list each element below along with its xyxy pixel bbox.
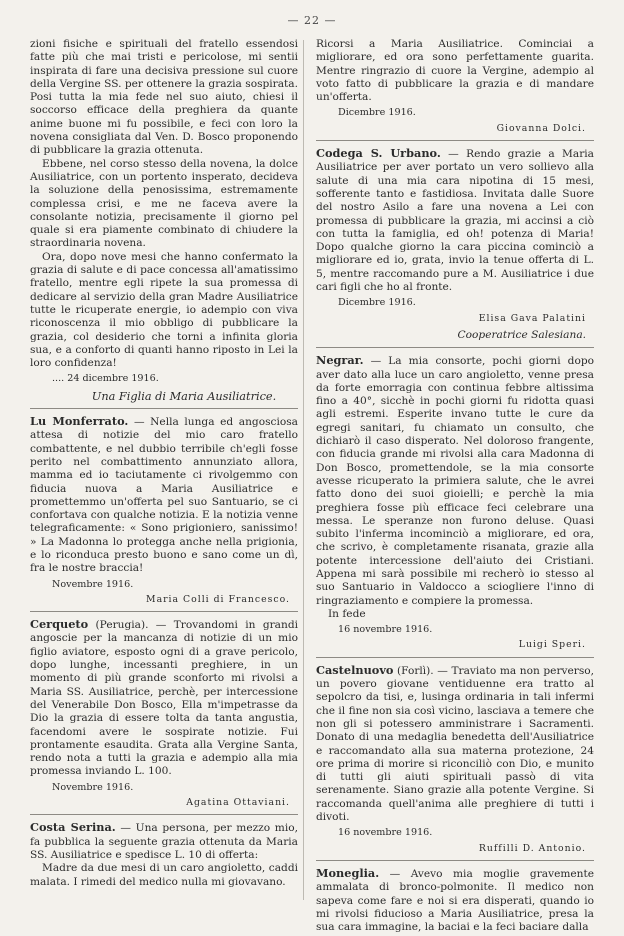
letter-cerqueto <box>30 618 298 809</box>
letter-castelnuovo <box>316 664 594 855</box>
letter-signature-title: Cooperatrice Salesiana. <box>457 328 586 341</box>
letter-signature: Agatina Ottaviani. <box>186 797 290 809</box>
letter-moneglia <box>316 867 594 934</box>
letter-negrar <box>316 354 594 652</box>
letter-continued-right <box>316 38 594 135</box>
letter-signature: Maria Colli di Francesco. <box>146 593 290 605</box>
right-column <box>316 38 594 936</box>
letter-date: Novembre 1916. <box>52 781 134 793</box>
letter-signature: Una Figlia di Maria Ausiliatrice. <box>91 389 277 403</box>
letter-place: Codega S. Urbano. <box>316 146 441 161</box>
letter-signature: Giovanna Dolci. <box>496 122 586 134</box>
divider <box>30 611 298 612</box>
letter-date: Dicembre 1916. <box>338 297 416 309</box>
divider <box>316 140 594 141</box>
divider <box>30 814 298 815</box>
letter-date: .... 24 dicembre 1916. <box>52 373 159 385</box>
paragraph: Madre da due mesi di un caro angioletto, caddi malata. I rimedi del medico nulla mi giovavano. <box>30 862 298 888</box>
letter-place: Moneglia. <box>316 865 380 880</box>
letter-place: Lu Monferrato. <box>30 414 129 429</box>
paragraph: — Una persona, per mezzo mio, fa pubblica la seguente grazia ottenuta da Maria SS. Ausiliatrice e spedisce L. 10 di offerta: <box>30 822 298 861</box>
paragraph: In fede <box>328 607 366 620</box>
paragraph: zioni fisiche e spirituali del fratello essendosi fatte più che mai tristi e pericolose, mi sentii inspirata di fare una decisiva pressione sul cuore della Vergine SS. per ottenere la grazia sospirata. Posi tutta la mia fede nel suo aiuto, chiesi il soccorso efficace della preghiera da quante anime buone mi fu possibile, e feci con loro la novena consigliata dal Ven. D. Bosco proponendo di pubblicare la grazia ottenuta. <box>30 38 298 157</box>
letter-signature: Elisa Gava Palatini <box>478 312 586 324</box>
divider <box>316 657 594 658</box>
letter-place: Castelnuovo <box>316 662 394 677</box>
paragraph: (Forlì). — Traviato ma non perverso, un povero giovane ventiduenne era tratto al sepolcro da tisi, e, lusinga ordinaria in tali infermi che il fine non sia così vicino, lasciava a temere che non gli si potessero amministrare i Sacramenti. Donato di una medaglia benedetta dell'Ausiliatrice e raccomandato alla sua materna protezione, 24 ore prima di morire si riconciliò con Dio, e munito di tutti gli aiuti spirituali passò di vita serenamente. Siano grazie alla potente Vergine. Si raccomanda quell'anima alle preghiere di tutti i divoti. <box>316 664 595 824</box>
letter-continued <box>30 38 298 403</box>
paragraph: — Rendo grazie a Maria Ausiliatrice per aver portato un vero sollievo alla salute di una mia cara nipotina di 15 mesi, sofferente tanto e fastidiosa. Invitata dalle Suore del nostro Asilo a fare una novena a Lei con promessa di pubblicare la grazia, mi accinsi a ciò con tutta la famiglia, ed oh! potenza di Maria! Dopo qualche giorno la cara piccina cominciò a migliorare ed io, grata, invio la tenue offerta di L. 5, mentre raccomando pure a M. Ausiliatrice i due cari figli che ho al fronte. <box>316 148 594 294</box>
paragraph: Ebbene, nel corso stesso della novena, la dolce Ausiliatrice, con un portento insperato, decideva la soluzione della penosissima, estremamente complessa crisi, e me ne faceva avere la consolante notizia, precisamente il giorno pel quale si era piamente combinato di chiudere la straordinaria novena. <box>30 157 298 250</box>
letter-place: Costa Serina. <box>30 820 116 835</box>
divider <box>30 408 298 409</box>
letter-place: Cerqueto <box>30 617 89 632</box>
paragraph: Ora, dopo nove mesi che hanno confermato la grazia di salute e di pace concessa all'amatissimo fratello, mentre egli ripete la sua promessa di dedicare al servizio della gran Madre Ausiliatrice tutte le ricuperate energie, io adempio con viva riconoscenza il mio obbligo di pubblicare la grazia, col desiderio che torni a infinita gloria sua, e a conforto di quanti hanno riposto in Lei la loro confidenza! <box>30 250 298 370</box>
letter-costa-serina <box>30 821 298 888</box>
divider <box>316 860 594 861</box>
divider <box>316 347 594 348</box>
letter-place: Negrar. <box>316 353 364 368</box>
paragraph: — La mia consorte, pochi giorni dopo aver dato alla luce un caro angioletto, venne presa da forte emorragia con continua febbre altissima fino a 40°, sicchè in pochi giorni fu ridotta quasi agli estremi. Esperite invano tutte le cure da egregi sanitari, fu chiamato un consulto, che dichiarò il caso disperato. Nel doloroso frangente, con fiducia grande mi rivolsi alla cara Madonna di Don Bosco, promettendole, se la mia consorte avesse ricuperato la primiera salute, che le avrei fatto dono dei suoi gioielli; e perchè la mia preghiera fosse più efficace feci celebrare una messa. Le speranze non furono deluse. Quasi subito l'inferma incominciò a migliorare, ed ora, che scrivo, è completamente risanata, grazie alla potente intercessione dell'aiuto dei Cristiani. Appena mi sarà possibile mi recherò io stesso al suo Santuario in Valdocco a sciogliere l'inno di ringraziamento e compiere la promessa. <box>316 355 594 607</box>
letter-signature: Luigi Speri. <box>518 639 586 651</box>
paragraph: Ricorsi a Maria Ausiliatrice. Cominciai a migliorare, ed ora sono perfettamente guarita. Mentre ringrazio di cuore la Vergine, adempio al voto fatto di pubblicare la grazia e di mandare un'offerta. <box>316 38 594 104</box>
letter-signature: Ruffilli D. Antonio. <box>478 842 586 854</box>
letter-lu-monferrato <box>30 415 298 606</box>
paragraph: (Perugia). — Trovandomi in grandi angoscie per la mancanza di notizie di un mio figlio aviatore, esposto ogni di a grave pericolo, dopo lunghe, incessanti preghiere, in un momento di più grande sconforto mi rivolsi a Maria SS. Ausiliatrice, perchè, per intercessione del Venerabile Don Bosco, Ella m'impetrasse da Dio la grazia di essere tolta da tanta angustia, facendomi avere le sospirate notizie. Fui prontamente esaudita. Grata alla Vergine Santa, rendo nota a tutti la grazia e adempio alla mia promessa inviando L. 100. <box>30 619 298 778</box>
page-number: — 22 — <box>287 14 337 27</box>
letter-date: 16 novembre 1916. <box>338 827 433 839</box>
letter-date: Dicembre 1916. <box>338 107 416 119</box>
letter-date: Novembre 1916. <box>52 578 134 590</box>
left-column <box>30 38 298 891</box>
letter-date: 16 novembre 1916. <box>338 624 433 636</box>
letter-codega <box>316 147 594 342</box>
column-rule <box>303 40 304 900</box>
paragraph: — Nella lunga ed angosciosa attesa di notizie del mio caro fratello combattente, e nel dubbio terribile ch'egli fosse perito nel combattimento annunziato allora, mamma ed io taciutamente ci rivolgemmo con fiducia nuova a Maria Ausiliatrice e promettemmo un'offerta pel suo Santuario, se ci confortava con qualche notizia. E la notizia venne telegraficamente: « Sono prigioniero, sanissimo! » La Madonna lo protegga anche nella prigionia, e lo riconduca presto buono e sano come un dì, fra le nostre braccia! <box>30 416 298 575</box>
paragraph: — Avevo mia moglie gravemente ammalata di bronco-polmonite. Il medico non sapeva come fare e noi si era disperati, quando io mi rivolsi fiducioso a Maria Ausiliatrice, presa la sua cara immagine, la baciai e la feci baciare dalla <box>316 867 594 934</box>
